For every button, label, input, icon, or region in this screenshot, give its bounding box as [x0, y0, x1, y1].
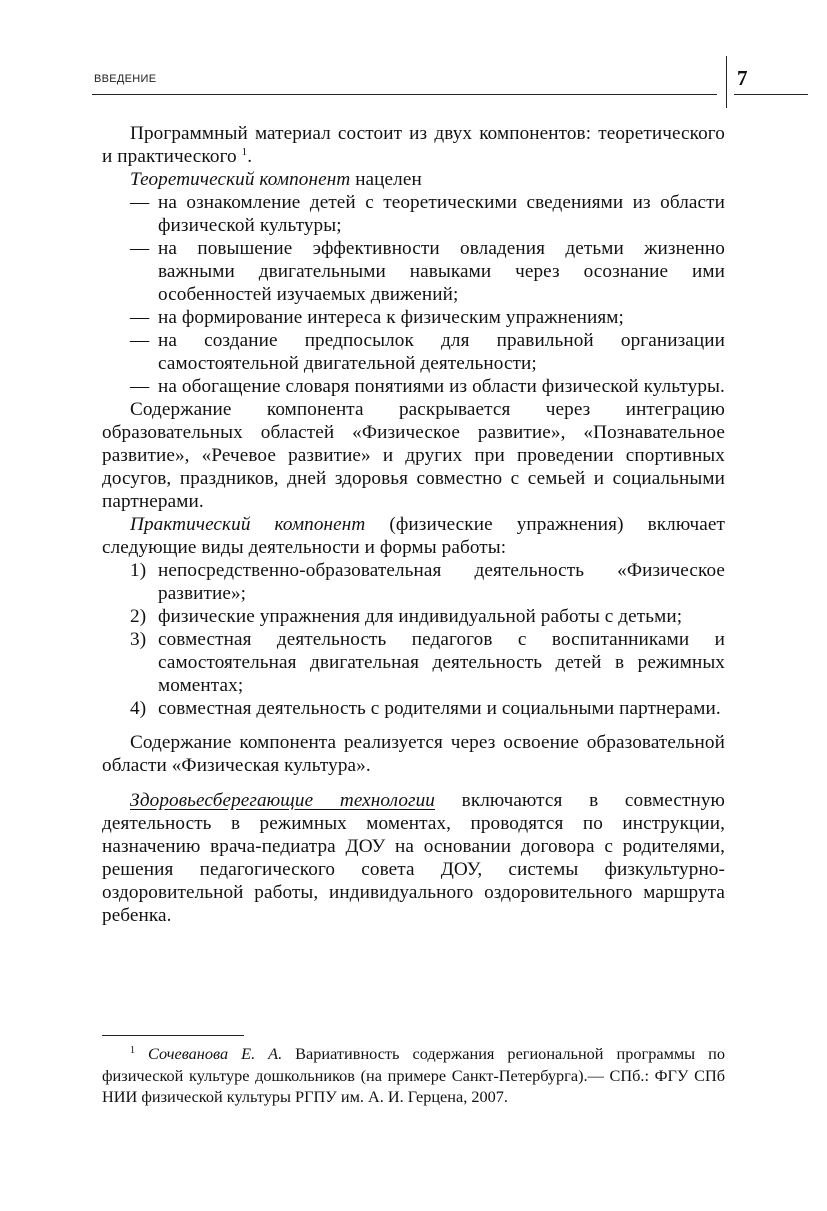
practice-heading: [102, 513, 725, 559]
header-rule: [92, 94, 717, 95]
paragraph-intro-end: .: [247, 146, 253, 167]
practice-heading-rest: (физические упражнения) включает следующие виды деятельности и формы работы:: [102, 514, 725, 558]
footnote-rule: [102, 1035, 244, 1036]
theory-heading-rest: нацелен: [350, 169, 422, 190]
list-item: [102, 697, 725, 720]
list-item: [102, 375, 725, 398]
list-item-text: совместная деятельность с родителями и социальными партнерами.: [158, 698, 721, 719]
theory-term: Теоретический компонент: [130, 169, 351, 190]
theory-heading: [102, 168, 725, 191]
dash-marker: —: [130, 307, 150, 328]
paragraph-health-rest: включаются в совместную деятельность в режимных моментах, проводятся по инструкции, назначению врача-педиатра ДОУ на основании договора с родителями, решения педагогического совета ДОУ, системы физкультурно-оздоровительной работы, индивидуального оздоровительного маршрута ребенка.: [102, 790, 725, 926]
dash-marker: —: [130, 330, 150, 351]
health-term: Здоровьесберегающие технологии: [130, 790, 436, 811]
page-number-rule: [734, 94, 808, 95]
footnote-text: Вариативность содержания региональной программы по физической культуре дошкольников (на примере Санкт-Петербурга).— СПб.: ФГУ СПб НИИ физической культуры РГПУ им. А. И. Герцена, 2007.: [102, 1044, 725, 1106]
practice-list: [102, 559, 725, 720]
dash-marker: —: [130, 192, 150, 213]
footnote: [102, 1043, 725, 1108]
dash-marker: —: [130, 376, 150, 397]
list-number: 1): [130, 560, 147, 581]
paragraph-intro-text: Программный материал состоит из двух компонентов: теоретического и практического: [102, 123, 725, 167]
list-item-text: на создание предпосылок для правильной организации самостоятельной двигательной деятельности;: [158, 330, 725, 374]
list-item: [102, 605, 725, 628]
header-vertical-rule: [726, 56, 727, 108]
list-item: [102, 191, 725, 237]
dash-marker: —: [130, 238, 150, 259]
list-number: 2): [130, 606, 147, 627]
list-number: 3): [130, 629, 147, 650]
running-head: ВВЕДЕНИЕ: [94, 73, 157, 85]
list-item: [102, 559, 725, 605]
page-header: [92, 64, 808, 108]
list-item-text: совместная деятельность педагогов с воспитанниками и самостоятельная двигательная деятельность детей в режимных моментах;: [158, 629, 725, 696]
list-item-text: физические упражнения для индивидуальной работы с детьми;: [158, 606, 683, 627]
list-item: [102, 306, 725, 329]
list-item: [102, 329, 725, 375]
list-item: [102, 237, 725, 306]
footnote-number: 1: [130, 1045, 135, 1056]
body-text: [102, 122, 725, 927]
paragraph-integration: Содержание компонента раскрывается через интеграцию образовательных областей «Физическое развитие», «Познавательное развитие», «Речевое развитие» и других при проведении спортивных досугов, праздников, дней здоровья совместно с семьей и социальными партнерами.: [102, 399, 725, 512]
list-item-text: на формирование интереса к физическим упражнениям;: [158, 307, 624, 328]
footnote-ref[interactable]: 1: [241, 146, 248, 158]
list-item-text: на обогащение словаря понятиями из области физической культуры.: [158, 376, 725, 397]
theory-list: [102, 191, 725, 398]
list-item-text: на ознакомление детей с теоретическими сведениями из области физической культуры;: [158, 192, 725, 236]
list-item-text: на повышение эффективности овладения детьми жизненно важными двигательными навыками через осознание ими особенностей изучаемых движений;: [158, 238, 725, 305]
paragraph-health: [102, 789, 725, 927]
paragraph-realization: Содержание компонента реализуется через освоение образовательной области «Физическая культура».: [102, 732, 725, 776]
page-number: 7: [737, 66, 748, 90]
practice-term: Практический компонент: [130, 514, 366, 535]
paragraph-intro: [102, 122, 725, 168]
list-number: 4): [130, 698, 147, 719]
footnote-author: Сочеванова Е. А.: [148, 1044, 283, 1063]
list-item: [102, 628, 725, 697]
list-item-text: непосредственно-образовательная деятельность «Физическое развитие»;: [158, 560, 725, 604]
